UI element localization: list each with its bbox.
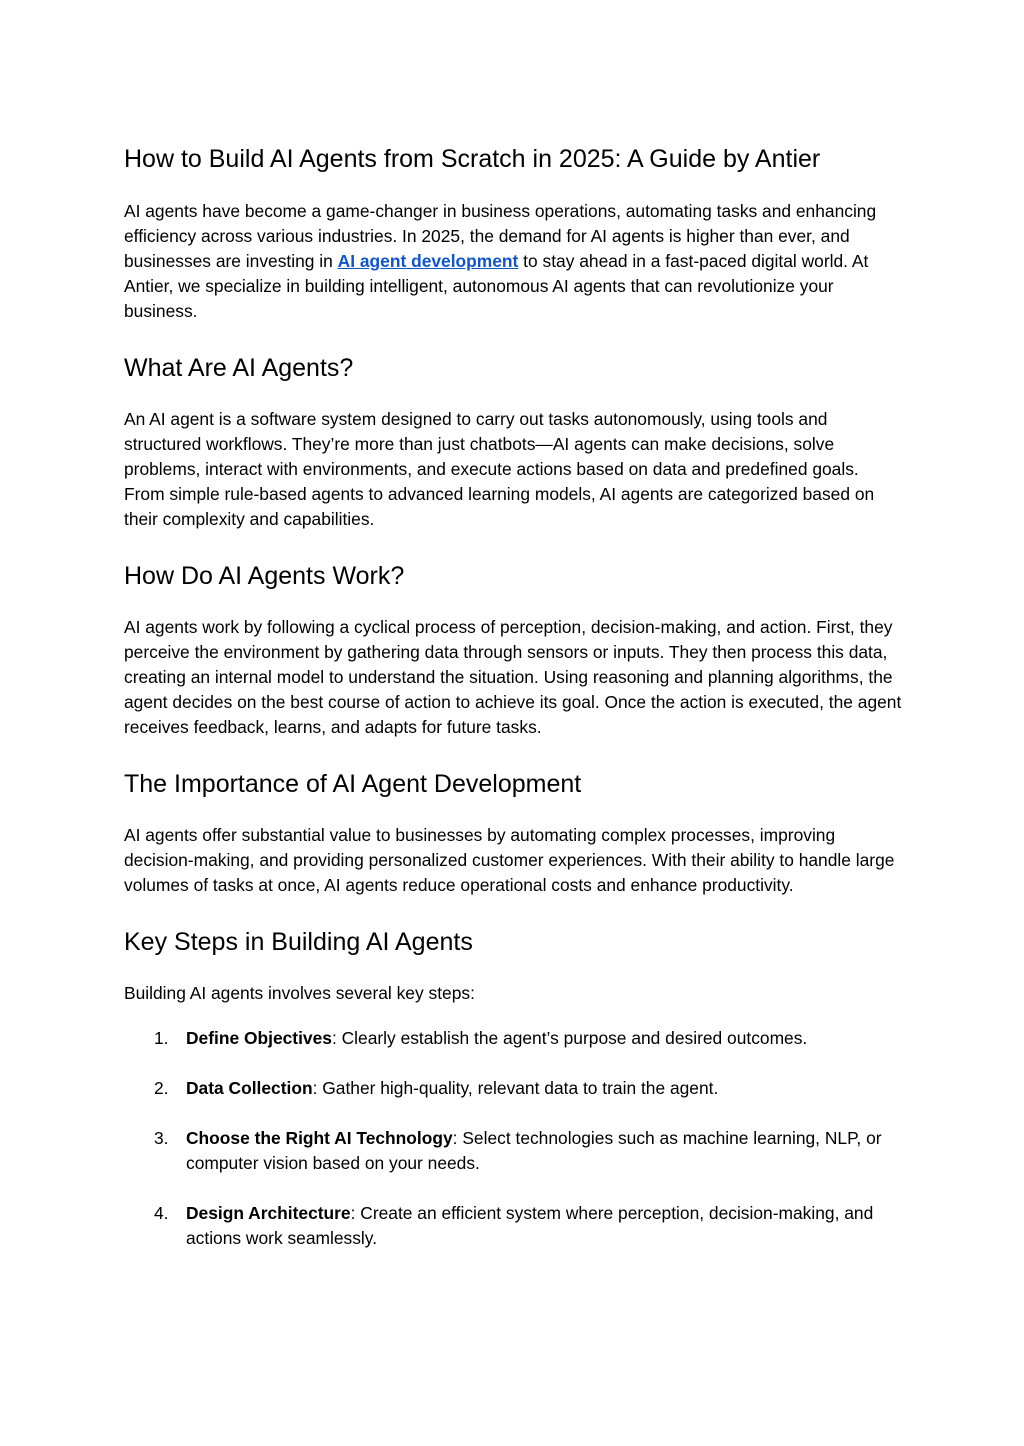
document-page xyxy=(124,141,904,1276)
list-item-term: Choose the Right AI Technology xyxy=(186,1128,453,1148)
list-item xyxy=(124,1076,904,1101)
section-body-what-are-ai-agents: An AI agent is a software system designed to carry out tasks autonomously, using tools and structured workflows. They’re more than just chatbots—AI agents can make decisions, solve problems, interact with environments, and execute actions based on data and predefined goals. From simple rule-based agents to advanced learning models, AI agents are categorized based on their complexity and capabilities. xyxy=(124,409,875,529)
list-item-number: 4. xyxy=(154,1203,169,1223)
list-item-text: : Clearly establish the agent’s purpose and desired outcomes. xyxy=(331,1028,808,1048)
list-item-text: : Select technologies such as machine learning, NLP, or computer vision based on your needs. xyxy=(186,1128,882,1173)
list-item xyxy=(124,1126,904,1176)
list-item-number: 3. xyxy=(154,1128,169,1148)
section-body-how-ai-agents-work: AI agents work by following a cyclical process of perception, decision-making, and action. First, they perceive the environment by gathering data through sensors or inputs. They then process this data, creating an internal model to understand the situation. Using reasoning and planning algorithms, the agent decides on the best course of action to achieve its goal. Once the action is executed, the agent receives feedback, learns, and adapts for future tasks. xyxy=(124,617,902,737)
list-item xyxy=(124,1026,904,1051)
section-heading-importance: The Importance of AI Agent Development xyxy=(124,770,582,798)
intro-text-after-link: to stay ahead in a fast-paced digital world. At Antier, we specialize in building intelligent, autonomous AI agents that can revolutionize your business. xyxy=(124,251,869,321)
section-heading-key-steps: Key Steps in Building AI Agents xyxy=(124,928,473,956)
list-item xyxy=(124,1201,904,1251)
document-title: How to Build AI Agents from Scratch in 2025: A Guide by Antier xyxy=(124,145,821,173)
section-heading-how-ai-agents-work: How Do AI Agents Work? xyxy=(124,562,405,590)
intro-text-before-link: AI agents have become a game-changer in business operations, automating tasks and enhancing efficiency across various industries. In 2025, the demand for AI agents is higher than ever, and businesses are investing in xyxy=(124,201,877,271)
list-item-term: Data Collection xyxy=(186,1078,313,1098)
ai-agent-development-link[interactable]: AI agent development xyxy=(337,251,519,271)
section-heading-what-are-ai-agents: What Are AI Agents? xyxy=(124,354,354,382)
list-item-text: : Create an efficient system where perception, decision-making, and actions work seamlessly. xyxy=(186,1203,874,1248)
list-item-term: Design Architecture xyxy=(186,1203,351,1223)
section-body-importance: AI agents offer substantial value to businesses by automating complex processes, improving decision-making, and providing personalized customer experiences. With their ability to handle large volumes of tasks at once, AI agents reduce operational costs and enhance productivity. xyxy=(124,825,895,895)
steps-list xyxy=(124,1026,904,1251)
list-item-number: 2. xyxy=(154,1078,169,1098)
section-body-key-steps: Building AI agents involves several key steps: xyxy=(124,983,475,1003)
list-item-text: : Gather high-quality, relevant data to train the agent. xyxy=(312,1078,719,1098)
intro-paragraph xyxy=(124,199,904,324)
list-item-term: Define Objectives xyxy=(186,1028,332,1048)
list-item-number: 1. xyxy=(154,1028,169,1048)
